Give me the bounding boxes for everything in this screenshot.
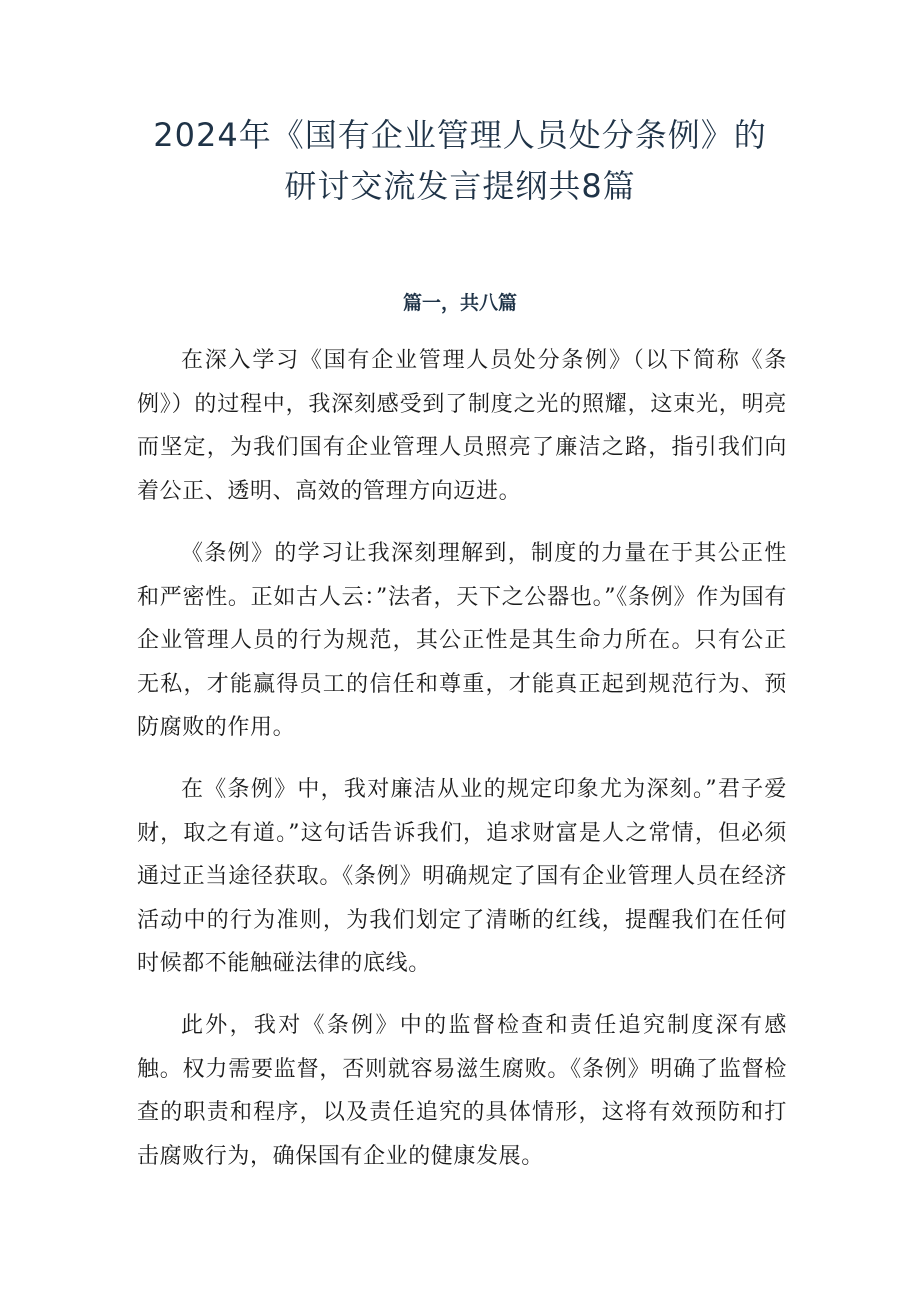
section-heading: 篇一，共八篇 [402,292,517,314]
paragraph-3: 在《条例》中，我对廉洁从业的规定印象尤为深刻。”君子爱财，取之有道。”这句话告诉我们，追求财富是人之常情，但必须通过正当途径获取。《条例》明确规定了国有企业管理人员在经济活动中的行为准则，为我们划定了清晰的红线，提醒我们在任何时候都不能触碰法律的底线。 [137,777,787,976]
document-title-line-2: 研讨交流发言提纲共8篇 [284,167,636,205]
paragraph-4: 此外，我对《条例》中的监督检查和责任追究制度深有感触。权力需要监督，否则就容易滋生腐败。《条例》明确了监督检查的职责和程序，以及责任追究的具体情形，这将有效预防和打击腐败行为，确保国有企业的健康发展。 [137,1013,787,1169]
paragraph-2: 《条例》的学习让我深刻理解到，制度的力量在于其公正性和严密性。正如古人云：”法者，天下之公器也。”《条例》作为国有企业管理人员的行为规范，其公正性是其生命力所在。只有公正无私，才能赢得员工的信任和尊重，才能真正起到规范行为、预防腐败的作用。 [137,541,787,740]
document-title-line-1: 2024年《国有企业管理人员处分条例》的 [153,116,767,154]
paragraph-1: 在深入学习《国有企业管理人员处分条例》（以下简称《条例》）的过程中，我深刻感受到了制度之光的照耀，这束光，明亮而坚定，为我们国有企业管理人员照亮了廉洁之路，指引我们向着公正、透明、高效的管理方向迈进。 [137,348,787,504]
